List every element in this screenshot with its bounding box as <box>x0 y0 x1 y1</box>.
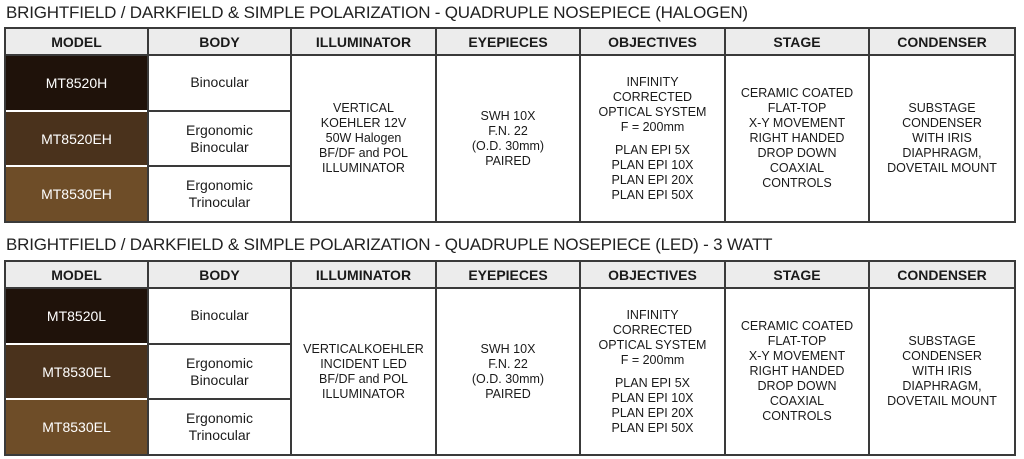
model-cell: MT8530EL <box>6 400 147 454</box>
objectives-text: PLAN EPI 50X <box>611 187 694 202</box>
body-text: Ergonomic <box>186 354 253 371</box>
body-text: Ergonomic <box>186 410 253 427</box>
objectives-text: CORRECTED <box>612 322 693 337</box>
stage-text: FLAT-TOP <box>767 101 827 115</box>
objectives-text: OPTICAL SYSTEM <box>598 337 707 352</box>
objectives-text: INFINITY <box>626 307 679 322</box>
header-objectives: OBJECTIVES <box>581 29 726 56</box>
stage-text: RIGHT HANDED <box>749 364 845 378</box>
body-text: Binocular <box>190 74 249 91</box>
objectives-text: PLAN EPI 10X <box>611 390 694 405</box>
body-cell <box>149 289 290 345</box>
body-cell <box>149 400 290 454</box>
condenser-text: DIAPHRAGM, <box>902 379 982 393</box>
body-column <box>149 56 292 221</box>
stage-text: CERAMIC COATED <box>740 86 854 100</box>
condenser-text: SUBSTAGE <box>908 334 976 348</box>
illuminator-cell <box>292 289 437 454</box>
eyepieces-text: PAIRED <box>485 386 531 401</box>
eyepieces-cell <box>437 56 581 221</box>
objectives-text: OPTICAL SYSTEM <box>598 104 707 119</box>
model-column <box>6 289 149 454</box>
stage-cell <box>726 289 870 454</box>
objectives-cell <box>581 289 726 454</box>
illuminator-text: VERTICAL <box>333 101 394 115</box>
objectives-text: PLAN EPI 50X <box>611 420 694 435</box>
condenser-cell <box>870 289 1014 454</box>
header-illuminator: ILLUMINATOR <box>292 29 437 56</box>
header-condenser: CONDENSER <box>870 262 1014 289</box>
illuminator-text: ILLUMINATOR <box>322 386 405 401</box>
condenser-text: SUBSTAGE <box>908 101 976 115</box>
header-body: BODY <box>149 29 292 56</box>
model-cell: MT8520EH <box>6 112 147 168</box>
header-model: MODEL <box>6 262 149 289</box>
illuminator-text: KOEHLER 12V <box>320 116 407 130</box>
illuminator-text: BF/DF and POL <box>319 146 408 160</box>
condenser-text: WITH IRIS <box>912 131 972 145</box>
model-cell: MT8520H <box>6 56 147 112</box>
eyepieces-text: F.N. 22 <box>488 356 528 371</box>
header-stage: STAGE <box>726 262 870 289</box>
body-text: Trinocular <box>188 427 251 444</box>
stage-text: COAXIAL <box>769 394 825 408</box>
stage-text: CONTROLS <box>762 409 832 423</box>
eyepieces-text: SWH 10X <box>480 108 536 123</box>
header-eyepieces: EYEPIECES <box>437 262 581 289</box>
stage-text: X-Y MOVEMENT <box>748 116 846 130</box>
spec-table <box>4 27 1016 223</box>
illuminator-text: VERTICALKOEHLER <box>303 341 424 356</box>
section-title: BRIGHTFIELD / DARKFIELD & SIMPLE POLARIZATION - QUADRUPLE NOSEPIECE (HALOGEN) <box>6 3 748 22</box>
objectives-text: PLAN EPI 5X <box>614 375 691 390</box>
objectives-cell <box>581 56 726 221</box>
header-illuminator: ILLUMINATOR <box>292 262 437 289</box>
header-objectives: OBJECTIVES <box>581 262 726 289</box>
stage-text: DROP DOWN <box>757 379 837 393</box>
model-cell: MT8520L <box>6 289 147 345</box>
spec-section-led <box>0 233 1024 459</box>
body-text: Ergonomic <box>186 121 253 138</box>
stage-text: X-Y MOVEMENT <box>748 349 846 363</box>
condenser-text: DOVETAIL MOUNT <box>887 161 997 175</box>
eyepieces-text: SWH 10X <box>480 341 536 356</box>
model-cell: MT8530EH <box>6 167 147 221</box>
condenser-text: DIAPHRAGM, <box>902 146 982 160</box>
header-model: MODEL <box>6 29 149 56</box>
header-stage: STAGE <box>726 29 870 56</box>
header-body: BODY <box>149 262 292 289</box>
eyepieces-text: F.N. 22 <box>488 123 528 138</box>
model-cell: MT8530EL <box>6 345 147 401</box>
illuminator-text: BF/DF and POL <box>319 371 408 386</box>
stage-text: DROP DOWN <box>757 146 837 160</box>
section-title: BRIGHTFIELD / DARKFIELD & SIMPLE POLARIZATION - QUADRUPLE NOSEPIECE (LED) - 3 WATT <box>6 235 773 254</box>
body-cell <box>149 345 290 401</box>
eyepieces-text: (O.D. 30mm) <box>471 371 545 386</box>
spec-table <box>4 260 1016 456</box>
body-text: Binocular <box>190 371 249 388</box>
objectives-text: PLAN EPI 10X <box>611 157 694 172</box>
condenser-cell <box>870 56 1014 221</box>
header-condenser: CONDENSER <box>870 29 1014 56</box>
body-cell <box>149 56 290 112</box>
stage-text: RIGHT HANDED <box>749 131 845 145</box>
stage-text: COAXIAL <box>769 161 825 175</box>
model-column <box>6 56 149 221</box>
eyepieces-text: (O.D. 30mm) <box>471 138 545 153</box>
illuminator-text: ILLUMINATOR <box>322 161 405 175</box>
objectives-text: PLAN EPI 20X <box>611 172 694 187</box>
eyepieces-cell <box>437 289 581 454</box>
condenser-text: DOVETAIL MOUNT <box>887 394 997 408</box>
spec-section-halogen <box>0 0 1024 226</box>
condenser-text: CONDENSER <box>902 349 982 363</box>
objectives-text: F = 200mm <box>620 119 685 134</box>
objectives-text: CORRECTED <box>612 89 693 104</box>
objectives-text: PLAN EPI 20X <box>611 405 694 420</box>
body-cell <box>149 167 290 221</box>
condenser-text: WITH IRIS <box>912 364 972 378</box>
body-text: Ergonomic <box>186 177 253 194</box>
stage-text: CONTROLS <box>762 176 832 190</box>
body-text: Binocular <box>190 138 249 155</box>
stage-text: CERAMIC COATED <box>740 319 854 333</box>
illuminator-text: INCIDENT LED <box>320 356 407 371</box>
stage-cell <box>726 56 870 221</box>
stage-text: FLAT-TOP <box>767 334 827 348</box>
eyepieces-text: PAIRED <box>485 153 531 168</box>
objectives-text: INFINITY <box>626 74 679 89</box>
body-column <box>149 289 292 454</box>
objectives-text: PLAN EPI 5X <box>614 142 691 157</box>
objectives-text: F = 200mm <box>620 352 685 367</box>
body-text: Binocular <box>190 307 249 324</box>
condenser-text: CONDENSER <box>902 116 982 130</box>
header-eyepieces: EYEPIECES <box>437 29 581 56</box>
body-text: Trinocular <box>188 194 251 211</box>
body-cell <box>149 112 290 168</box>
illuminator-text: 50W Halogen <box>325 131 402 145</box>
illuminator-cell <box>292 56 437 221</box>
